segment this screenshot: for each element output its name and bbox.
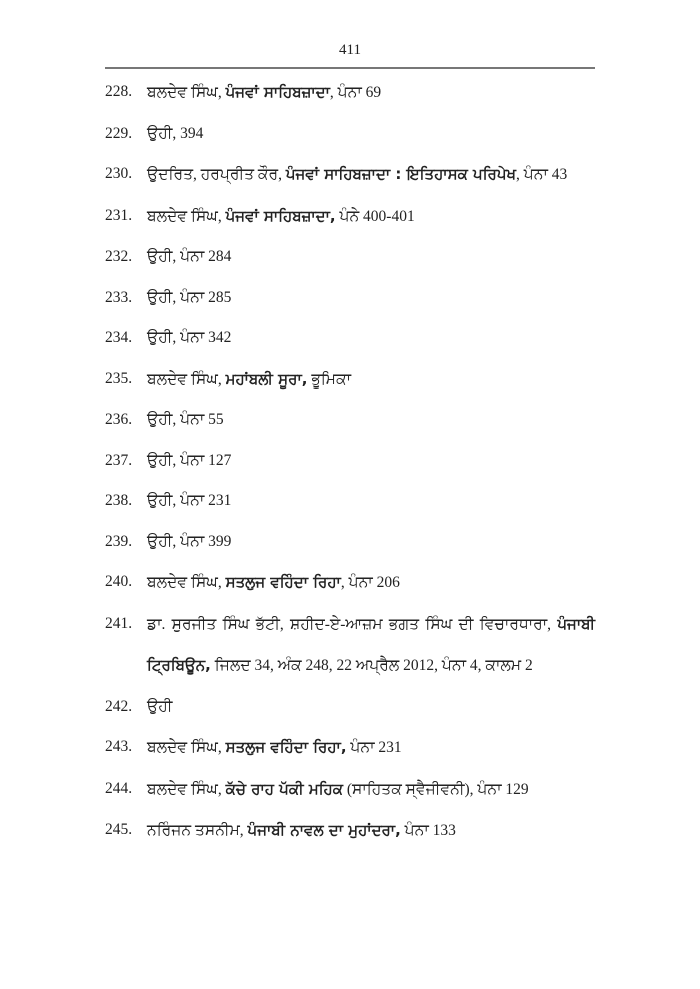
endnote-text xyxy=(147,769,595,811)
endnote-text xyxy=(147,400,595,441)
citation-text: ਭੂਮਿਕਾ xyxy=(307,370,352,388)
citation-text: ਨਰਿੰਜਨ ਤਸਨੀਮ, xyxy=(147,822,248,839)
citation-text: ਉਹੀ, ਪੰਨਾ 231 xyxy=(147,492,232,509)
endnote-item xyxy=(105,441,595,482)
endnote-text xyxy=(147,441,595,482)
endnote-number: 242. xyxy=(105,697,133,715)
citation-text: , ਪੰਨਾ 69 xyxy=(329,84,382,101)
endnote-item xyxy=(105,237,595,278)
endnote-item xyxy=(105,481,595,522)
endnote-item xyxy=(105,522,595,563)
citation-text: ਬਲਦੇਵ ਸਿੰਘ, xyxy=(147,739,226,756)
work-title: ਸਤਲੁਜ ਵਹਿੰਦਾ ਰਿਹਾ, xyxy=(225,738,347,756)
endnote-text xyxy=(147,237,595,278)
work-title: ਮਹਾਂਬਲੀ ਸੂਰਾ, xyxy=(225,369,308,388)
endnote-item xyxy=(105,318,595,359)
endnote-number: 232. xyxy=(105,248,133,265)
citation-text: ਉਹੀ, ਪੰਨਾ 285 xyxy=(147,288,232,306)
endnote-text xyxy=(147,318,595,359)
citation-text: ਬਲਦੇਵ ਸਿੰਘ, xyxy=(147,574,226,591)
work-title: ਪੰਜਾਬੀ ਟ੍ਰਿਬਿਊਨ, xyxy=(147,614,595,674)
endnote-text xyxy=(147,562,595,604)
endnote-text xyxy=(147,278,595,319)
endnote-text xyxy=(147,481,595,522)
citation-text: ਉਹੀ xyxy=(147,697,173,715)
endnote-number: 245. xyxy=(105,821,133,838)
citation-text: ਉਹੀ, ਪੰਨਾ 399 xyxy=(147,532,232,550)
endnote-text xyxy=(147,604,595,687)
endnote-number: 233. xyxy=(105,288,133,306)
endnote-text xyxy=(147,72,595,114)
endnote-text xyxy=(147,522,595,563)
endnote-item xyxy=(105,810,595,852)
endnote-number: 230. xyxy=(105,165,133,182)
endnote-number: 229. xyxy=(105,124,133,142)
header-rule xyxy=(105,67,595,69)
endnote-text xyxy=(147,359,595,401)
endnote-text xyxy=(147,154,595,196)
endnote-text xyxy=(147,114,595,155)
citation-text: ਉਹੀ, ਪੰਨਾ 284 xyxy=(147,248,232,265)
citation-text: ਉਹੀ, 394 xyxy=(147,124,204,142)
endnote-item xyxy=(105,687,595,728)
endnote-item xyxy=(105,114,595,155)
endnote-item xyxy=(105,359,595,401)
endnote-text xyxy=(147,196,595,238)
citation-text: ਬਲਦੇਵ ਸਿੰਘ, xyxy=(147,780,226,798)
citation-text: , ਪੰਨਾ 43 xyxy=(516,166,568,183)
endnote-item xyxy=(105,400,595,441)
endnote-item xyxy=(105,604,595,687)
work-title: ਪੰਜਵਾਂ ਸਾਹਿਬਜ਼ਾਦਾ, xyxy=(225,206,336,225)
endnote-item xyxy=(105,196,595,238)
endnote-text xyxy=(147,687,595,728)
endnote-number: 237. xyxy=(105,451,133,469)
endnotes-list xyxy=(105,72,595,852)
endnote-number: 236. xyxy=(105,411,133,428)
citation-text: ਉਹੀ, ਪੰਨਾ 342 xyxy=(147,329,232,346)
citation-text: ਬਲਦੇਵ ਸਿੰਘ, xyxy=(147,84,226,101)
endnote-number: 243. xyxy=(105,738,133,755)
page-number: 411 xyxy=(339,42,361,58)
endnote-item xyxy=(105,72,595,114)
endnote-number: 234. xyxy=(105,329,133,346)
endnote-item xyxy=(105,278,595,319)
citation-text: ਉਦਰਿਤ, ਹਰਪ੍ਰੀਤ ਕੌਰ, xyxy=(147,166,286,183)
endnote-number: 244. xyxy=(105,779,133,797)
citation-text: (ਸਾਹਿਤਕ ਸ੍ਵੈਜੀਵਨੀ), ਪੰਨਾ 129 xyxy=(342,780,529,798)
endnote-item xyxy=(105,154,595,196)
citation-text: , ਪੰਨਾ 206 xyxy=(340,574,400,591)
citation-text: ਡਾ. ਸੁਰਜੀਤ ਸਿੰਘ ਭੱਟੀ, ਸ਼ਹੀਦ-ਏ-ਆਜ਼ਮ ਭਗਤ ਸਿੰਘ ਦੀ ਵਿਚਾਰਧਾਰਾ, xyxy=(147,615,558,633)
endnote-item xyxy=(105,727,595,769)
work-title: ਸਤਲੁਜ ਵਹਿੰਦਾ ਰਿਹਾ xyxy=(225,573,341,591)
endnote-item xyxy=(105,769,595,811)
citation-text: ਜਿਲਦ 34, ਅੰਕ 248, 22 ਅਪ੍ਰੈਲ 2012, ਪੰਨਾ 4, ਕਾਲਮ 2 xyxy=(210,657,533,674)
endnote-item xyxy=(105,562,595,604)
endnote-text xyxy=(147,810,595,852)
endnote-number: 228. xyxy=(105,83,133,100)
citation-text: ਉਹੀ, ਪੰਨਾ 55 xyxy=(147,411,224,428)
endnote-number: 239. xyxy=(105,532,133,550)
endnote-number: 240. xyxy=(105,573,133,590)
endnote-number: 238. xyxy=(105,492,133,509)
endnote-number: 235. xyxy=(105,369,133,387)
work-title: ਪੰਜਵਾਂ ਸਾਹਿਬਜ਼ਾਦਾ : ਇਤਿਹਾਸਕ ਪਰਿਪੇਖ xyxy=(285,165,517,183)
citation-text: ਬਲਦੇਵ ਸਿੰਘ, xyxy=(147,207,226,225)
citation-text: ਬਲਦੇਵ ਸਿੰਘ, xyxy=(147,370,226,388)
endnote-text xyxy=(147,727,595,769)
citation-text: ਪੰਨਾ 133 xyxy=(400,822,456,839)
citation-text: ਉਹੀ, ਪੰਨਾ 127 xyxy=(147,451,232,469)
work-title: ਕੱਚੇ ਰਾਹ ਪੱਕੀ ਮਹਿਕ xyxy=(225,779,343,798)
endnote-number: 241. xyxy=(105,614,133,632)
work-title: ਪੰਜਵਾਂ ਸਾਹਿਬਜ਼ਾਦਾ xyxy=(225,83,330,101)
citation-text: ਪੰਨੇ 400-401 xyxy=(335,207,415,225)
work-title: ਪੰਜਾਬੀ ਨਾਵਲ ਦਾ ਮੁਹਾਂਦਰਾ, xyxy=(247,821,401,839)
citation-text: ਪੰਨਾ 231 xyxy=(346,739,402,756)
endnote-number: 231. xyxy=(105,206,133,224)
